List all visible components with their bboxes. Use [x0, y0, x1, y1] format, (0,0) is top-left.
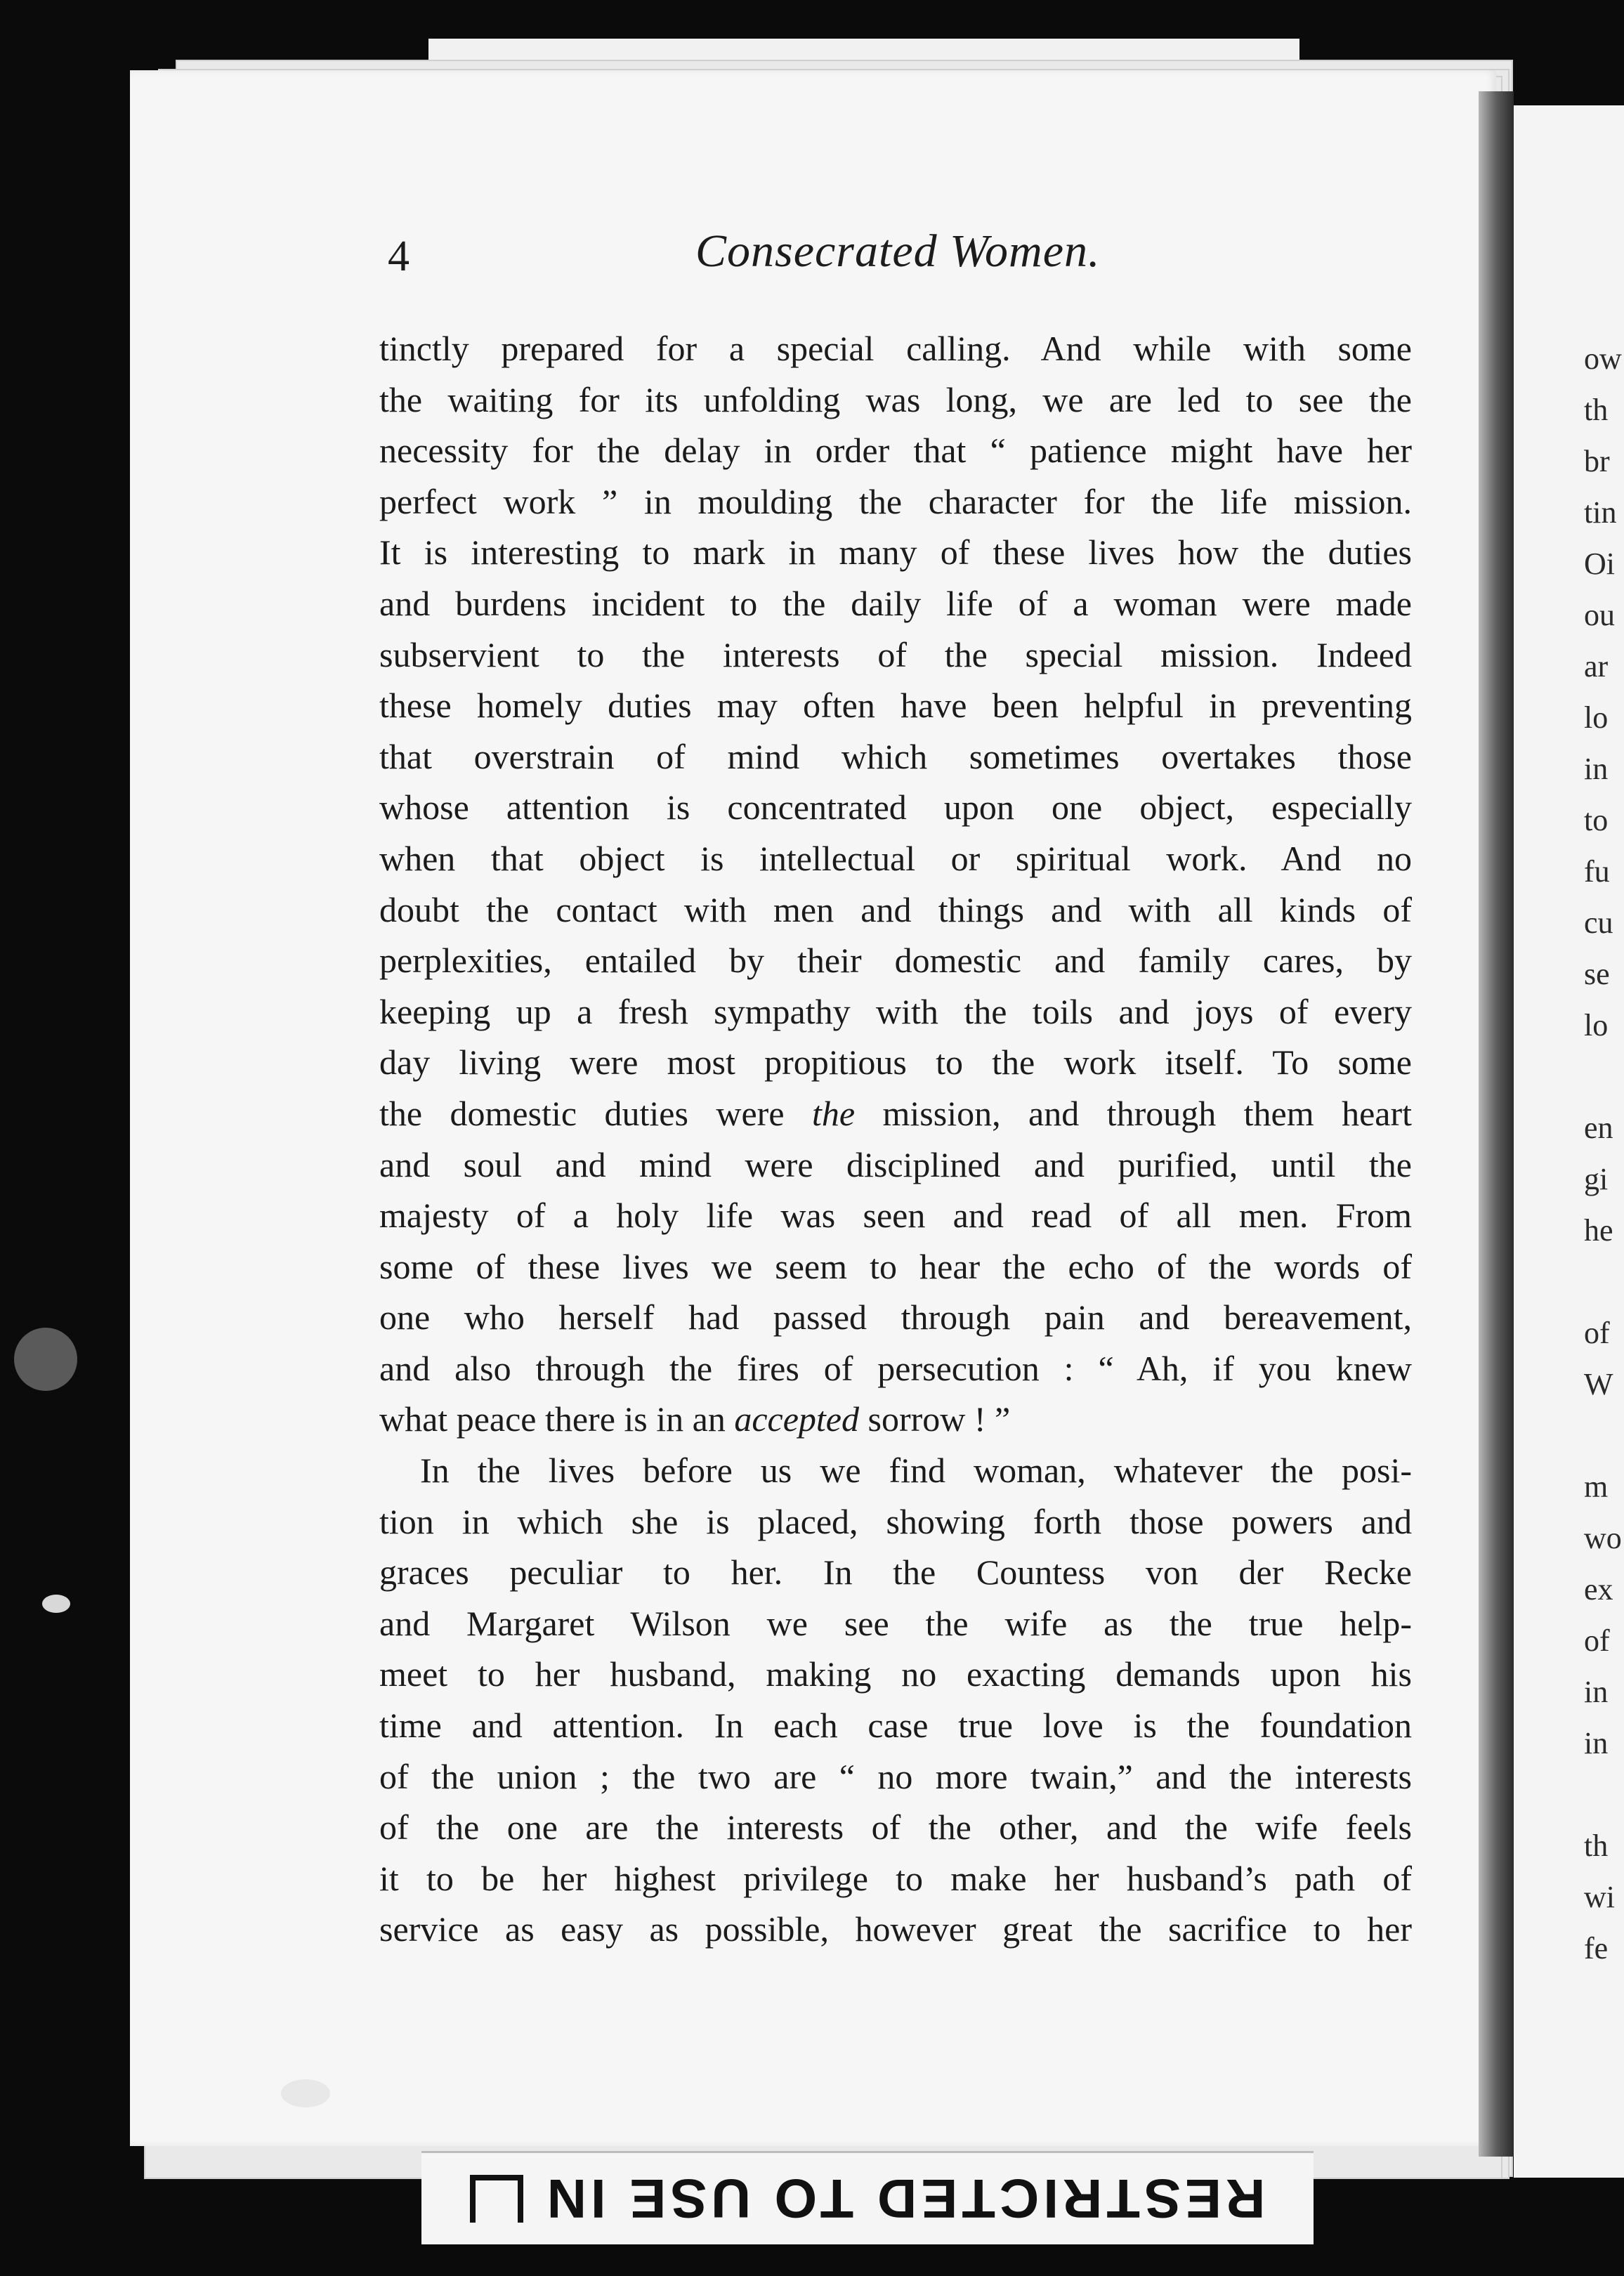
- text-line: subservient to the interests of the special mission. Indeed: [379, 634, 1412, 674]
- text-line: of the one are the interests of the other, and the wife feels: [379, 1807, 1412, 1847]
- adjacent-line-fragment: he: [1584, 1213, 1613, 1248]
- adjacent-line-fragment: se: [1584, 957, 1610, 991]
- book-gutter-shadow: [1479, 91, 1514, 2157]
- text-line: tinctly prepared for a special calling. And while with some: [379, 329, 1412, 368]
- adjacent-line-fragment: fe: [1584, 1931, 1609, 1966]
- text-line: these homely duties may often have been helpful in preventing: [379, 686, 1412, 726]
- text-line: It is interesting to mark in many of these lives how the duties: [379, 532, 1412, 573]
- scan-artifact: [14, 1328, 77, 1391]
- text-segment: mission, and through them heart: [882, 1093, 1413, 1133]
- body-text: [379, 323, 1412, 1955]
- text-line: perfect work ” in moulding the character for the life mission.: [379, 481, 1412, 521]
- text-line: and burdens incident to the daily life of a woman were made: [379, 583, 1412, 623]
- page-number: 4: [388, 233, 410, 280]
- text-line: doubt the contact with men and things and with all kinds of: [379, 889, 1412, 929]
- running-head: Consecrated Women.: [695, 225, 1101, 277]
- adjacent-line-fragment: cu: [1584, 905, 1613, 940]
- adjacent-line-fragment: fu: [1584, 854, 1610, 889]
- text-segment: the domestic duties were: [379, 1093, 785, 1133]
- adjacent-line-fragment: in: [1584, 1726, 1609, 1760]
- text-line: perplexities, entailed by their domestic and family cares, by: [379, 941, 1412, 981]
- text-line: and Margaret Wilson we see the wife as the true help-: [379, 1603, 1412, 1643]
- text-line: that overstrain of mind which sometimes overtakes those: [379, 736, 1412, 776]
- adjacent-line-fragment: br: [1584, 444, 1610, 478]
- adjacent-line-fragment: W: [1584, 1367, 1613, 1401]
- scan-artifact: [42, 1595, 70, 1613]
- adjacent-line-fragment: in: [1584, 1675, 1609, 1709]
- text-line: when that object is intellectual or spiritual work. And no: [379, 838, 1412, 878]
- stamp-bracket-icon: [470, 2175, 523, 2223]
- adjacent-line-fragment: Oi: [1584, 547, 1615, 581]
- text-line: In the lives before us we find woman, whatever the posi-: [420, 1451, 1412, 1491]
- text-line: necessity for the delay in order that “ patience might have her: [379, 431, 1412, 471]
- text-segment: sorrow ! ”: [867, 1399, 1011, 1439]
- text-line: [379, 1088, 1412, 1139]
- text-line: service as easy as possible, however great the sacrifice to her: [379, 1909, 1412, 1949]
- adjacent-line-fragment: m: [1584, 1470, 1609, 1504]
- text-line: graces peculiar to her. In the Countess von der Recke: [379, 1552, 1412, 1592]
- adjacent-line-fragment: th: [1584, 1829, 1609, 1863]
- text-line: of the union ; the two are “ no more twain,” and the interests: [379, 1756, 1412, 1796]
- adjacent-line-fragment: ar: [1584, 649, 1609, 684]
- emphasis-the: the: [811, 1093, 856, 1133]
- restriction-stamp: [421, 2151, 1314, 2244]
- adjacent-line-fragment: en: [1584, 1111, 1613, 1145]
- text-line: whose attention is concentrated upon one object, especially: [379, 787, 1412, 828]
- restriction-stamp-text: RESTRICTED TO USE IN: [542, 2168, 1266, 2230]
- text-line: [379, 1394, 1412, 1445]
- adjacent-line-fragment: in: [1584, 752, 1609, 786]
- emphasis-accepted: accepted: [734, 1399, 859, 1439]
- text-line: the waiting for its unfolding was long, we are led to see the: [379, 379, 1412, 419]
- text-line: and soul and mind were disciplined and purified, until the: [379, 1144, 1412, 1184]
- adjacent-line-fragment: gi: [1584, 1162, 1609, 1196]
- text-line: it to be her highest privilege to make her husband’s path of: [379, 1858, 1412, 1898]
- adjacent-line-fragment: of: [1584, 1316, 1610, 1350]
- adjacent-line-fragment: of: [1584, 1623, 1610, 1658]
- text-line: day living were most propitious to the work itself. To some: [379, 1042, 1412, 1083]
- adjacent-page: [1514, 105, 1624, 2178]
- scan-artifact: [281, 2079, 330, 2107]
- adjacent-line-fragment: ou: [1584, 598, 1615, 632]
- text-segment: what peace there is in an: [379, 1399, 726, 1439]
- adjacent-line-fragment: ex: [1584, 1572, 1613, 1607]
- adjacent-line-fragment: wi: [1584, 1880, 1615, 1914]
- text-line: majesty of a holy life was seen and read of all men. From: [379, 1196, 1412, 1236]
- restriction-stamp-label: [421, 2153, 1314, 2244]
- text-line: some of these lives we seem to hear the echo of the words of: [379, 1246, 1412, 1286]
- adjacent-line-fragment: ow: [1584, 341, 1622, 376]
- text-line: time and attention. In each case true love is the foundation: [379, 1706, 1412, 1746]
- adjacent-line-fragment: wo: [1584, 1521, 1622, 1555]
- adjacent-line-fragment: th: [1584, 393, 1609, 427]
- adjacent-line-fragment: tin: [1584, 495, 1617, 530]
- adjacent-line-fragment: lo: [1584, 700, 1609, 735]
- text-line: and also through the fires of persecution : “ Ah, if you knew: [379, 1348, 1412, 1388]
- adjacent-line-fragment: to: [1584, 803, 1609, 837]
- adjacent-line-fragment: lo: [1584, 1008, 1609, 1042]
- text-line: one who herself had passed through pain and bereavement,: [379, 1297, 1412, 1338]
- text-line: keeping up a fresh sympathy with the toils and joys of every: [379, 991, 1412, 1031]
- text-line: tion in which she is placed, showing forth those powers and: [379, 1501, 1412, 1541]
- text-line: meet to her husband, making no exacting demands upon his: [379, 1654, 1412, 1694]
